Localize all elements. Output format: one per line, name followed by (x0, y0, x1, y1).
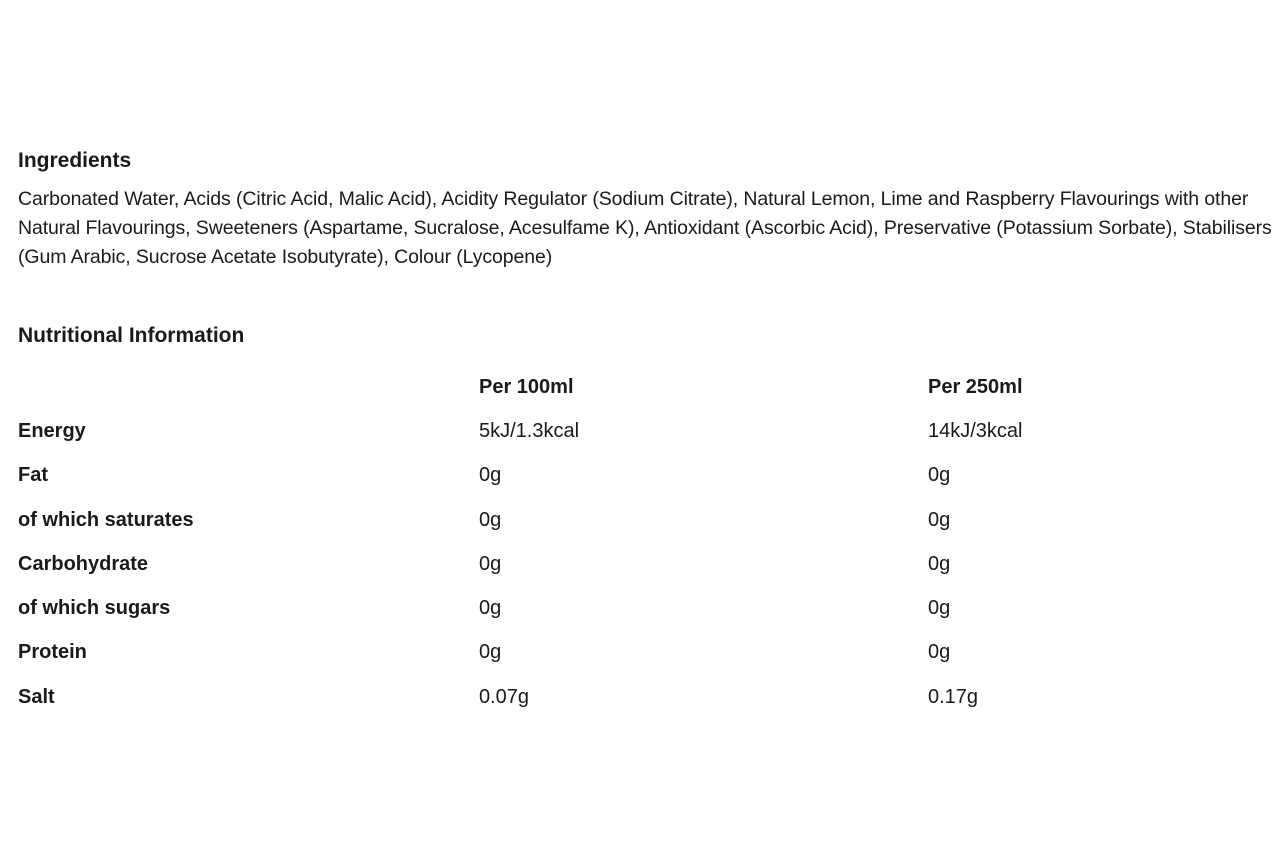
nutrient-per100: 5kJ/1.3kcal (479, 419, 580, 442)
ingredients-heading: Ingredients (18, 149, 132, 172)
nutrition-row-saturates (18, 498, 1228, 542)
ingredients-text: Carbonated Water, Acids (Citric Acid, Malic Acid), Acidity Regulator (Sodium Citrate), Natural Lemon, Lime and Raspberry Flavourings with other Natural Flavourings, Sweeteners (Aspartame, Sucralose, Acesulfame K), Antioxidant (Ascorbic Acid), Preservative (Potassium Sorbate), Stabilisers (Gum Arabic, Sucrose Acetate Isobutyrate), Colour (Lycopene) (18, 188, 1272, 268)
nutrition-table (18, 365, 1228, 719)
nutrient-label: of which sugars (18, 597, 171, 620)
nutrient-per250: 0g (928, 464, 951, 487)
nutrition-row-protein (18, 631, 1228, 675)
nutrient-label: Carbohydrate (18, 552, 149, 575)
nutrition-row-salt (18, 675, 1228, 719)
nutrient-per250: 0g (928, 641, 951, 664)
nutrition-heading: Nutritional Information (18, 324, 245, 347)
nutrient-per100: 0g (479, 641, 502, 664)
nutrient-per100: 0g (479, 597, 502, 620)
nutrition-row-fat (18, 454, 1228, 498)
nutrient-per250: 14kJ/3kcal (928, 419, 1023, 442)
nutrient-label: of which saturates (18, 508, 194, 531)
nutrition-row-sugars (18, 586, 1228, 630)
nutrition-row-carbohydrate (18, 542, 1228, 586)
nutrient-per250: 0g (928, 552, 951, 575)
nutrient-per250: 0.17g (928, 685, 979, 708)
nutrition-header-per250: Per 250ml (928, 375, 1023, 398)
nutrition-header-per100: Per 100ml (479, 375, 574, 398)
nutrient-label: Energy (18, 419, 86, 442)
nutrition-header-row (18, 365, 1228, 409)
nutrition-row-energy (18, 409, 1228, 453)
nutrient-label: Protein (18, 641, 87, 664)
nutrient-per100: 0g (479, 552, 502, 575)
nutrient-per100: 0.07g (479, 685, 530, 708)
nutrition-header-label (18, 365, 479, 409)
nutrient-per250: 0g (928, 508, 951, 531)
nutrient-label: Fat (18, 464, 48, 487)
nutrient-per250: 0g (928, 597, 951, 620)
nutrient-per100: 0g (479, 464, 502, 487)
nutrient-label: Salt (18, 685, 55, 708)
nutrient-per100: 0g (479, 508, 502, 531)
